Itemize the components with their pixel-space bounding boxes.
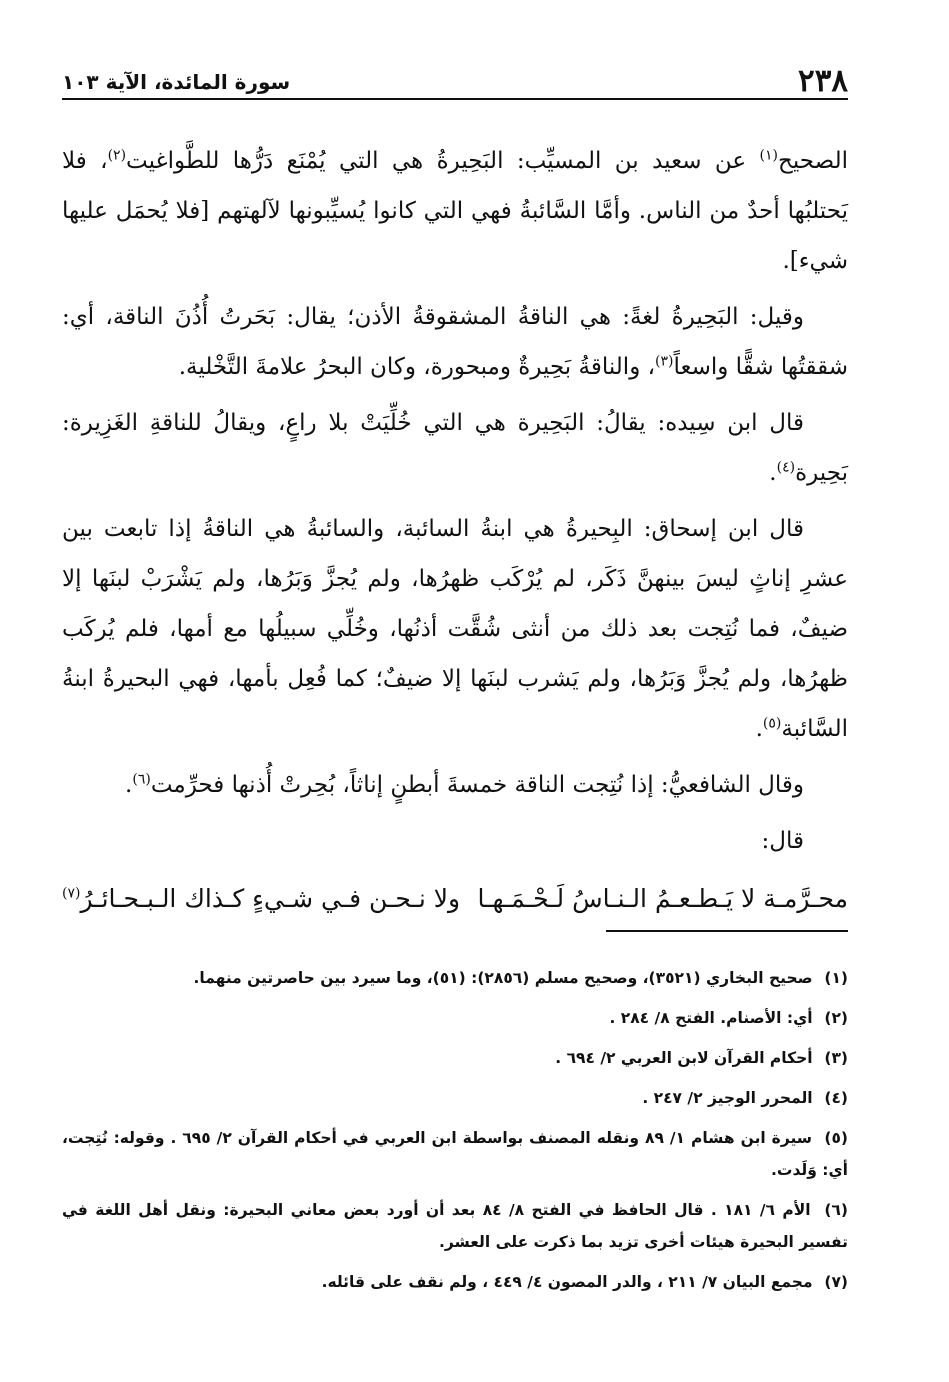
footnote-4: [62, 1082, 848, 1114]
page-number: ٢٣٨: [798, 63, 848, 99]
paragraph-5: [62, 760, 848, 810]
footnote-text: أحكام القرآن لابن العربي ٢/ ٦٩٤ .: [555, 1049, 813, 1067]
footnote-number: (٢): [824, 1009, 848, 1027]
footnote-text: أي: الأصنام. الفتح ٨/ ٢٨٤ .: [609, 1009, 813, 1027]
footnote-text: سيرة ابن هشام ١/ ٨٩ ونقله المصنف بواسطة ابن العربي في أحكام القرآن ٢/ ٦٩٥ . وقوله: نُتِجت، أي: وَلَدت.: [62, 1129, 848, 1179]
footnote-7: [62, 1266, 848, 1298]
footnote-number: (٣): [824, 1049, 848, 1067]
footnote-number: (٤): [824, 1089, 848, 1107]
footnote-ref-7[interactable]: (٧): [62, 885, 81, 902]
footnote-ref-1[interactable]: (١): [759, 147, 779, 164]
footnote-text: المحرر الوجيز ٢/ ٢٤٧ .: [642, 1089, 813, 1107]
footnote-3: [62, 1042, 848, 1074]
footnote-ref-2[interactable]: (٢): [107, 147, 127, 164]
footnote-6: [62, 1194, 848, 1258]
poetry-verse: [62, 872, 848, 926]
footnote-ref-5[interactable]: (٥): [762, 715, 782, 732]
running-title: سورة المائدة، الآية ١٠٣: [62, 70, 291, 94]
footnote-1: [62, 962, 848, 994]
footnote-number: (٥): [824, 1129, 848, 1147]
footnote-5: [62, 1122, 848, 1186]
paragraph-4: [62, 504, 848, 754]
text-run: قال ابن إسحاق: البِحيرةُ هي ابنةُ السائبة، والسائبةُ هي الناقةُ إذا تابعت بين عشرِ إناثٍ ليسَ بينهنَّ ذَكَر، لم يُرْكَب ظهرُها، ولم يُجزَّ وَبَرُها، ولم يَشْرَبْ لبنَها إلا ضيفٌ، فما نُتِجت بعد ذلك من أنثى شُقَّت أذنُها، وخُلِّي سبيلُها مع أمها، فلم يُركَب ظهرُها، ولم يُجزَّ وَبَرُها، ولم يَشرب لبنَها إلا ضيفٌ؛ كما فُعِل بأمها، فهي البحيرةُ ابنةُ السَّائبة: [62, 516, 848, 742]
verse-second-hemistich: [62, 872, 460, 926]
footnote-text: الأم ٦/ ١٨١ . قال الحافظ في الفتح ٨/ ٨٤ بعد أن أورد بعض معاني البحيرة: ونقل أهل اللغة في تفسير البحيرة هيئات أخرى تزيد بما ذكرت على العشر.: [62, 1201, 848, 1251]
footnotes: [62, 962, 848, 1306]
footnote-ref-6[interactable]: (٦): [132, 771, 151, 788]
page-header: [62, 62, 848, 100]
footnote-ref-3[interactable]: (٣): [655, 353, 674, 370]
footnote-separator: [606, 930, 848, 932]
footnote-ref-4[interactable]: (٤): [776, 459, 796, 476]
text-run: ، فلا يَحتلبُها أحدٌ من الناس. وأمَّا السَّائبةُ فهي التي كانوا يُسيِّبونها لآلهتهم [فلا يُحمَل عليها شيء].: [62, 148, 848, 274]
text-run: ولا نـحـن فـي شـيءٍ كـذاك الـبـحـائـرُ: [80, 884, 461, 913]
footnote-2: [62, 1002, 848, 1034]
footnote-text: مجمع البيان ٧/ ٢١١ ، والدر المصون ٤/ ٤٤٩ ، ولم نقف على قائله.: [321, 1273, 813, 1291]
footnote-text: صحيح البخاري (٣٥٢١)، وصحيح مسلم (٢٨٥٦): (٥١)، وما سيرد بين حاصرتين منهما.: [193, 969, 813, 987]
paragraph-2: [62, 292, 848, 392]
main-text: [62, 136, 848, 926]
text-run: .: [769, 460, 777, 486]
footnote-number: (١): [824, 969, 848, 987]
text-run: الصحيح: [778, 148, 848, 174]
text-run: عن سعيد بن المسيِّب: البَحِيرةُ هي التي يُمْنَع دَرُّها للطَّواغيت: [126, 148, 760, 174]
footnote-number: (٧): [824, 1273, 848, 1291]
paragraph-3: [62, 398, 848, 498]
footnote-number: (٦): [824, 1201, 848, 1219]
text-run: .: [755, 716, 763, 742]
paragraph-1: [62, 136, 848, 286]
verse-first-hemistich: محـرَّمـة لا يَـطـعـمُ الـنـاسُ لَـحْـمَـهـا: [477, 884, 848, 913]
text-run: قال ابن سِيده: يقالُ: البَحِيرة هي التي خُلِّيَتْ بلا راعٍ، ويقالُ للناقةِ الغَزِيرة: بَحِيرة: [62, 410, 848, 486]
text-run: وقال الشافعيُّ: إذا نُتِجت الناقة خمسةَ أبطنٍ إناثاً، بُحِرتْ أُذنها فحرِّمت: [150, 772, 804, 798]
text-run: ، والناقةُ بَحِيرةٌ ومبحورة، وكان البحرُ علامةَ التَّخْلية.: [178, 354, 656, 380]
paragraph-6: قال:: [761, 828, 804, 854]
text-run: .: [125, 772, 133, 798]
text-run: وقيل: البَحِيرةُ لغةً: هي الناقةُ المشقوقةُ الأذن؛ يقال: بَحَرتُ أُذُنَ الناقة، أي: شققتُها شقًّا واسعاً: [62, 304, 848, 380]
